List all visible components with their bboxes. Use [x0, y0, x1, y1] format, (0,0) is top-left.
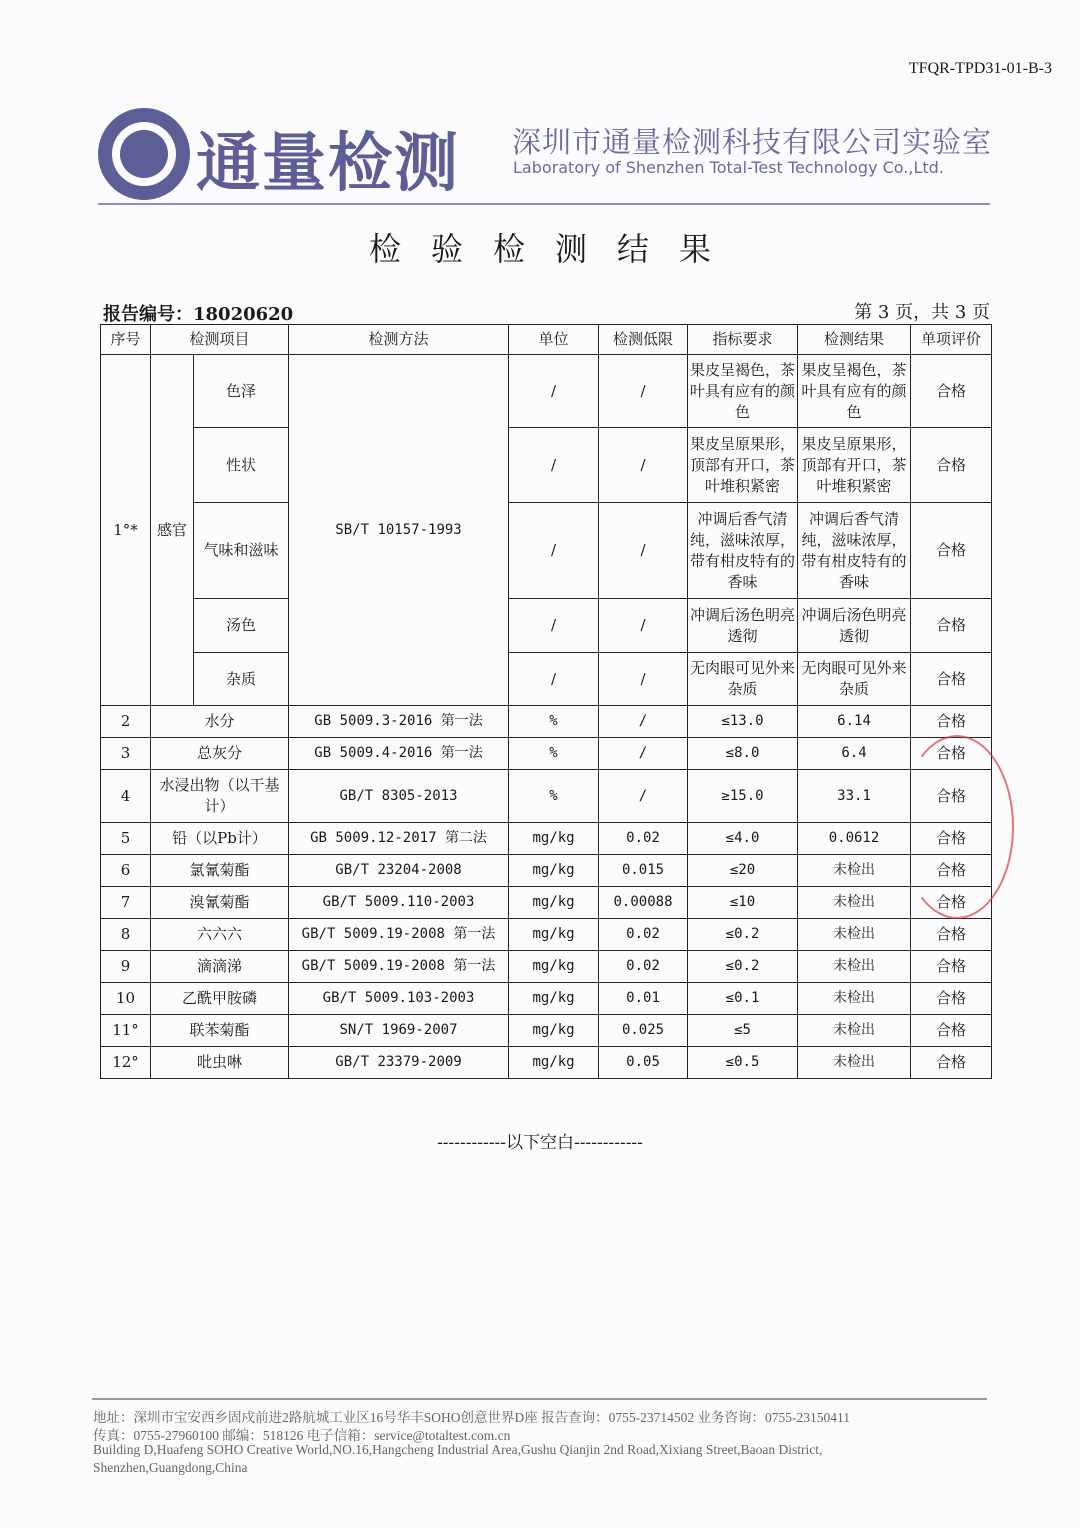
result: 未检出: [798, 1047, 911, 1079]
test-item: 杂质: [194, 653, 289, 706]
footer-address-en: Building D,Huafeng SOHO Creative World,NO.16,Hangcheng Industrial Area,Gushu Qianjin 2nd Road,Xixiang Street,Baoan District,: [93, 1442, 823, 1457]
test-item: 汤色: [194, 599, 289, 653]
test-method: GB/T 8305-2013: [289, 770, 509, 823]
requirement: ≤4.0: [688, 823, 798, 855]
requirement: ≥15.0: [688, 770, 798, 823]
company-name-en: Laboratory of Shenzhen Total-Test Technology Co.,Ltd.: [513, 158, 944, 177]
test-method: GB 5009.3-2016 第一法: [289, 706, 509, 738]
footer-address-en-2: Shenzhen,Guangdong,China: [93, 1460, 248, 1475]
unit: /: [509, 503, 599, 599]
page-info: 第 3 页，共 3 页: [854, 302, 990, 323]
row-number: 6: [101, 855, 151, 887]
column-header: 序号: [101, 325, 151, 355]
result: 6.14: [798, 706, 911, 738]
detection-limit: 0.02: [599, 823, 688, 855]
unit: /: [509, 428, 599, 503]
test-item: 性状: [194, 428, 289, 503]
evaluation: 合格: [911, 823, 992, 855]
row-number: 5: [101, 823, 151, 855]
test-item: 气味和滋味: [194, 503, 289, 599]
unit: %: [509, 770, 599, 823]
test-item: 溴氰菊酯: [151, 887, 289, 919]
row-number: 4: [101, 770, 151, 823]
test-item: 吡虫啉: [151, 1047, 289, 1079]
detection-limit: 0.00088: [599, 887, 688, 919]
test-item: 水分: [151, 706, 289, 738]
result: 果皮呈原果形，顶部有开口，茶叶堆积紧密: [798, 428, 911, 503]
table-row: [101, 599, 992, 653]
row-number: 12°: [101, 1047, 151, 1079]
footer-divider: [92, 1398, 987, 1400]
result: 无肉眼可见外来杂质: [798, 653, 911, 706]
detection-limit: 0.02: [599, 951, 688, 983]
evaluation: 合格: [911, 428, 992, 503]
requirement: ≤5: [688, 1015, 798, 1047]
requirement: ≤0.1: [688, 983, 798, 1015]
table-row: [101, 428, 992, 503]
result: 冲调后香气清纯，滋味浓厚，带有柑皮特有的香味: [798, 503, 911, 599]
requirement: ≤10: [688, 887, 798, 919]
test-item: 六六六: [151, 919, 289, 951]
evaluation: 合格: [911, 706, 992, 738]
requirement: 无肉眼可见外来杂质: [688, 653, 798, 706]
table-row: [101, 855, 992, 887]
requirement: 果皮呈褐色，茶叶具有应有的颜色: [688, 355, 798, 428]
table-row: [101, 706, 992, 738]
test-item: 铅（以Pb计）: [151, 823, 289, 855]
test-item: 滴滴涕: [151, 951, 289, 983]
unit: %: [509, 706, 599, 738]
unit: mg/kg: [509, 1047, 599, 1079]
column-header: 检测结果: [798, 325, 911, 355]
result: 未检出: [798, 887, 911, 919]
result: 0.0612: [798, 823, 911, 855]
unit: %: [509, 738, 599, 770]
detection-limit: /: [599, 653, 688, 706]
unit: mg/kg: [509, 823, 599, 855]
test-method: GB 5009.4-2016 第一法: [289, 738, 509, 770]
column-header: 检测方法: [289, 325, 509, 355]
evaluation: 合格: [911, 1047, 992, 1079]
evaluation: 合格: [911, 599, 992, 653]
test-method: SN/T 1969-2007: [289, 1015, 509, 1047]
company-logo: [98, 108, 190, 200]
result: 33.1: [798, 770, 911, 823]
table-row: [101, 653, 992, 706]
requirement: 冲调后香气清纯，滋味浓厚，带有柑皮特有的香味: [688, 503, 798, 599]
test-item: 联苯菊酯: [151, 1015, 289, 1047]
blank-below-note: ------------以下空白------------: [437, 1133, 643, 1153]
report-number: 报告编号：18020620: [103, 304, 294, 325]
table-row: [101, 919, 992, 951]
evaluation: 合格: [911, 738, 992, 770]
result: 未检出: [798, 1015, 911, 1047]
test-item: 氯氰菊酯: [151, 855, 289, 887]
footer-contact: 传真：0755-27960100 邮编：518126 电子信箱：service@totaltest.com.cn: [93, 1428, 511, 1443]
test-item: 水浸出物（以干基计）: [151, 770, 289, 823]
test-method: GB/T 5009.19-2008 第一法: [289, 951, 509, 983]
column-header: 指标要求: [688, 325, 798, 355]
row-number: 3: [101, 738, 151, 770]
table-row: [101, 1015, 992, 1047]
detection-limit: 0.025: [599, 1015, 688, 1047]
test-method: GB 5009.12-2017 第二法: [289, 823, 509, 855]
test-item: 色泽: [194, 355, 289, 428]
requirement: 冲调后汤色明亮透彻: [688, 599, 798, 653]
table-row: [101, 951, 992, 983]
unit: /: [509, 653, 599, 706]
page-title: 检验检测结果: [368, 230, 741, 268]
requirement: 果皮呈原果形，顶部有开口，茶叶堆积紧密: [688, 428, 798, 503]
requirement: ≤20: [688, 855, 798, 887]
evaluation: 合格: [911, 653, 992, 706]
detection-limit: 0.01: [599, 983, 688, 1015]
test-item: 总灰分: [151, 738, 289, 770]
detection-limit: 0.02: [599, 919, 688, 951]
result: 未检出: [798, 855, 911, 887]
red-stamp: [900, 735, 1014, 919]
row-number: 7: [101, 887, 151, 919]
brand-name: 通量检测: [196, 127, 460, 201]
table-row: [101, 983, 992, 1015]
header-divider: [98, 203, 990, 205]
detection-limit: /: [599, 599, 688, 653]
unit: mg/kg: [509, 951, 599, 983]
row-number: 2: [101, 706, 151, 738]
test-method: GB/T 23204-2008: [289, 855, 509, 887]
unit: mg/kg: [509, 1015, 599, 1047]
detection-limit: 0.05: [599, 1047, 688, 1079]
column-header: 检测低限: [599, 325, 688, 355]
detection-limit: 0.015: [599, 855, 688, 887]
results-table: [100, 324, 992, 1079]
table-row: [101, 355, 992, 428]
evaluation: 合格: [911, 951, 992, 983]
unit: mg/kg: [509, 919, 599, 951]
column-header: 检测项目: [151, 325, 289, 355]
result: 未检出: [798, 951, 911, 983]
evaluation: 合格: [911, 887, 992, 919]
result: 未检出: [798, 919, 911, 951]
unit: mg/kg: [509, 887, 599, 919]
row-number: 1°*: [101, 355, 151, 706]
evaluation: 合格: [911, 1015, 992, 1047]
column-header: 单位: [509, 325, 599, 355]
evaluation: 合格: [911, 919, 992, 951]
unit: mg/kg: [509, 983, 599, 1015]
evaluation: 合格: [911, 983, 992, 1015]
unit: mg/kg: [509, 855, 599, 887]
unit: /: [509, 355, 599, 428]
test-method: GB/T 23379-2009: [289, 1047, 509, 1079]
test-method: GB/T 5009.19-2008 第一法: [289, 919, 509, 951]
test-item: 乙酰甲胺磷: [151, 983, 289, 1015]
detection-limit: /: [599, 770, 688, 823]
evaluation: 合格: [911, 355, 992, 428]
row-number: 9: [101, 951, 151, 983]
result: 未检出: [798, 983, 911, 1015]
column-header: 单项评价: [911, 325, 992, 355]
row-number: 10: [101, 983, 151, 1015]
footer-address: 地址：深圳市宝安西乡固戍前进2路航城工业区16号华丰SOHO创意世界D座 报告查询：0755-23714502 业务咨询：0755-23150411: [93, 1410, 850, 1425]
document-number: TFQR-TPD31-01-B-3: [908, 60, 1052, 77]
test-method: SB/T 10157-1993: [289, 355, 509, 706]
table-row: [101, 887, 992, 919]
detection-limit: /: [599, 503, 688, 599]
requirement: ≤13.0: [688, 706, 798, 738]
evaluation: 合格: [911, 503, 992, 599]
table-row: [101, 738, 992, 770]
requirement: ≤0.2: [688, 919, 798, 951]
evaluation: 合格: [911, 855, 992, 887]
row-number: 8: [101, 919, 151, 951]
item-category: 感官: [151, 355, 194, 706]
result: 冲调后汤色明亮透彻: [798, 599, 911, 653]
result: 果皮呈褐色，茶叶具有应有的颜色: [798, 355, 911, 428]
table-row: [101, 823, 992, 855]
detection-limit: /: [599, 355, 688, 428]
requirement: ≤0.5: [688, 1047, 798, 1079]
evaluation: 合格: [911, 770, 992, 823]
test-method: GB/T 5009.103-2003: [289, 983, 509, 1015]
requirement: ≤0.2: [688, 951, 798, 983]
unit: /: [509, 599, 599, 653]
detection-limit: /: [599, 738, 688, 770]
table-row: [101, 770, 992, 823]
test-method: GB/T 5009.110-2003: [289, 887, 509, 919]
table-row: [101, 1047, 992, 1079]
company-name-cn: 深圳市通量检测科技有限公司实验室: [512, 125, 993, 159]
detection-limit: /: [599, 428, 688, 503]
detection-limit: /: [599, 706, 688, 738]
requirement: ≤8.0: [688, 738, 798, 770]
result: 6.4: [798, 738, 911, 770]
row-number: 11°: [101, 1015, 151, 1047]
table-row: [101, 503, 992, 599]
